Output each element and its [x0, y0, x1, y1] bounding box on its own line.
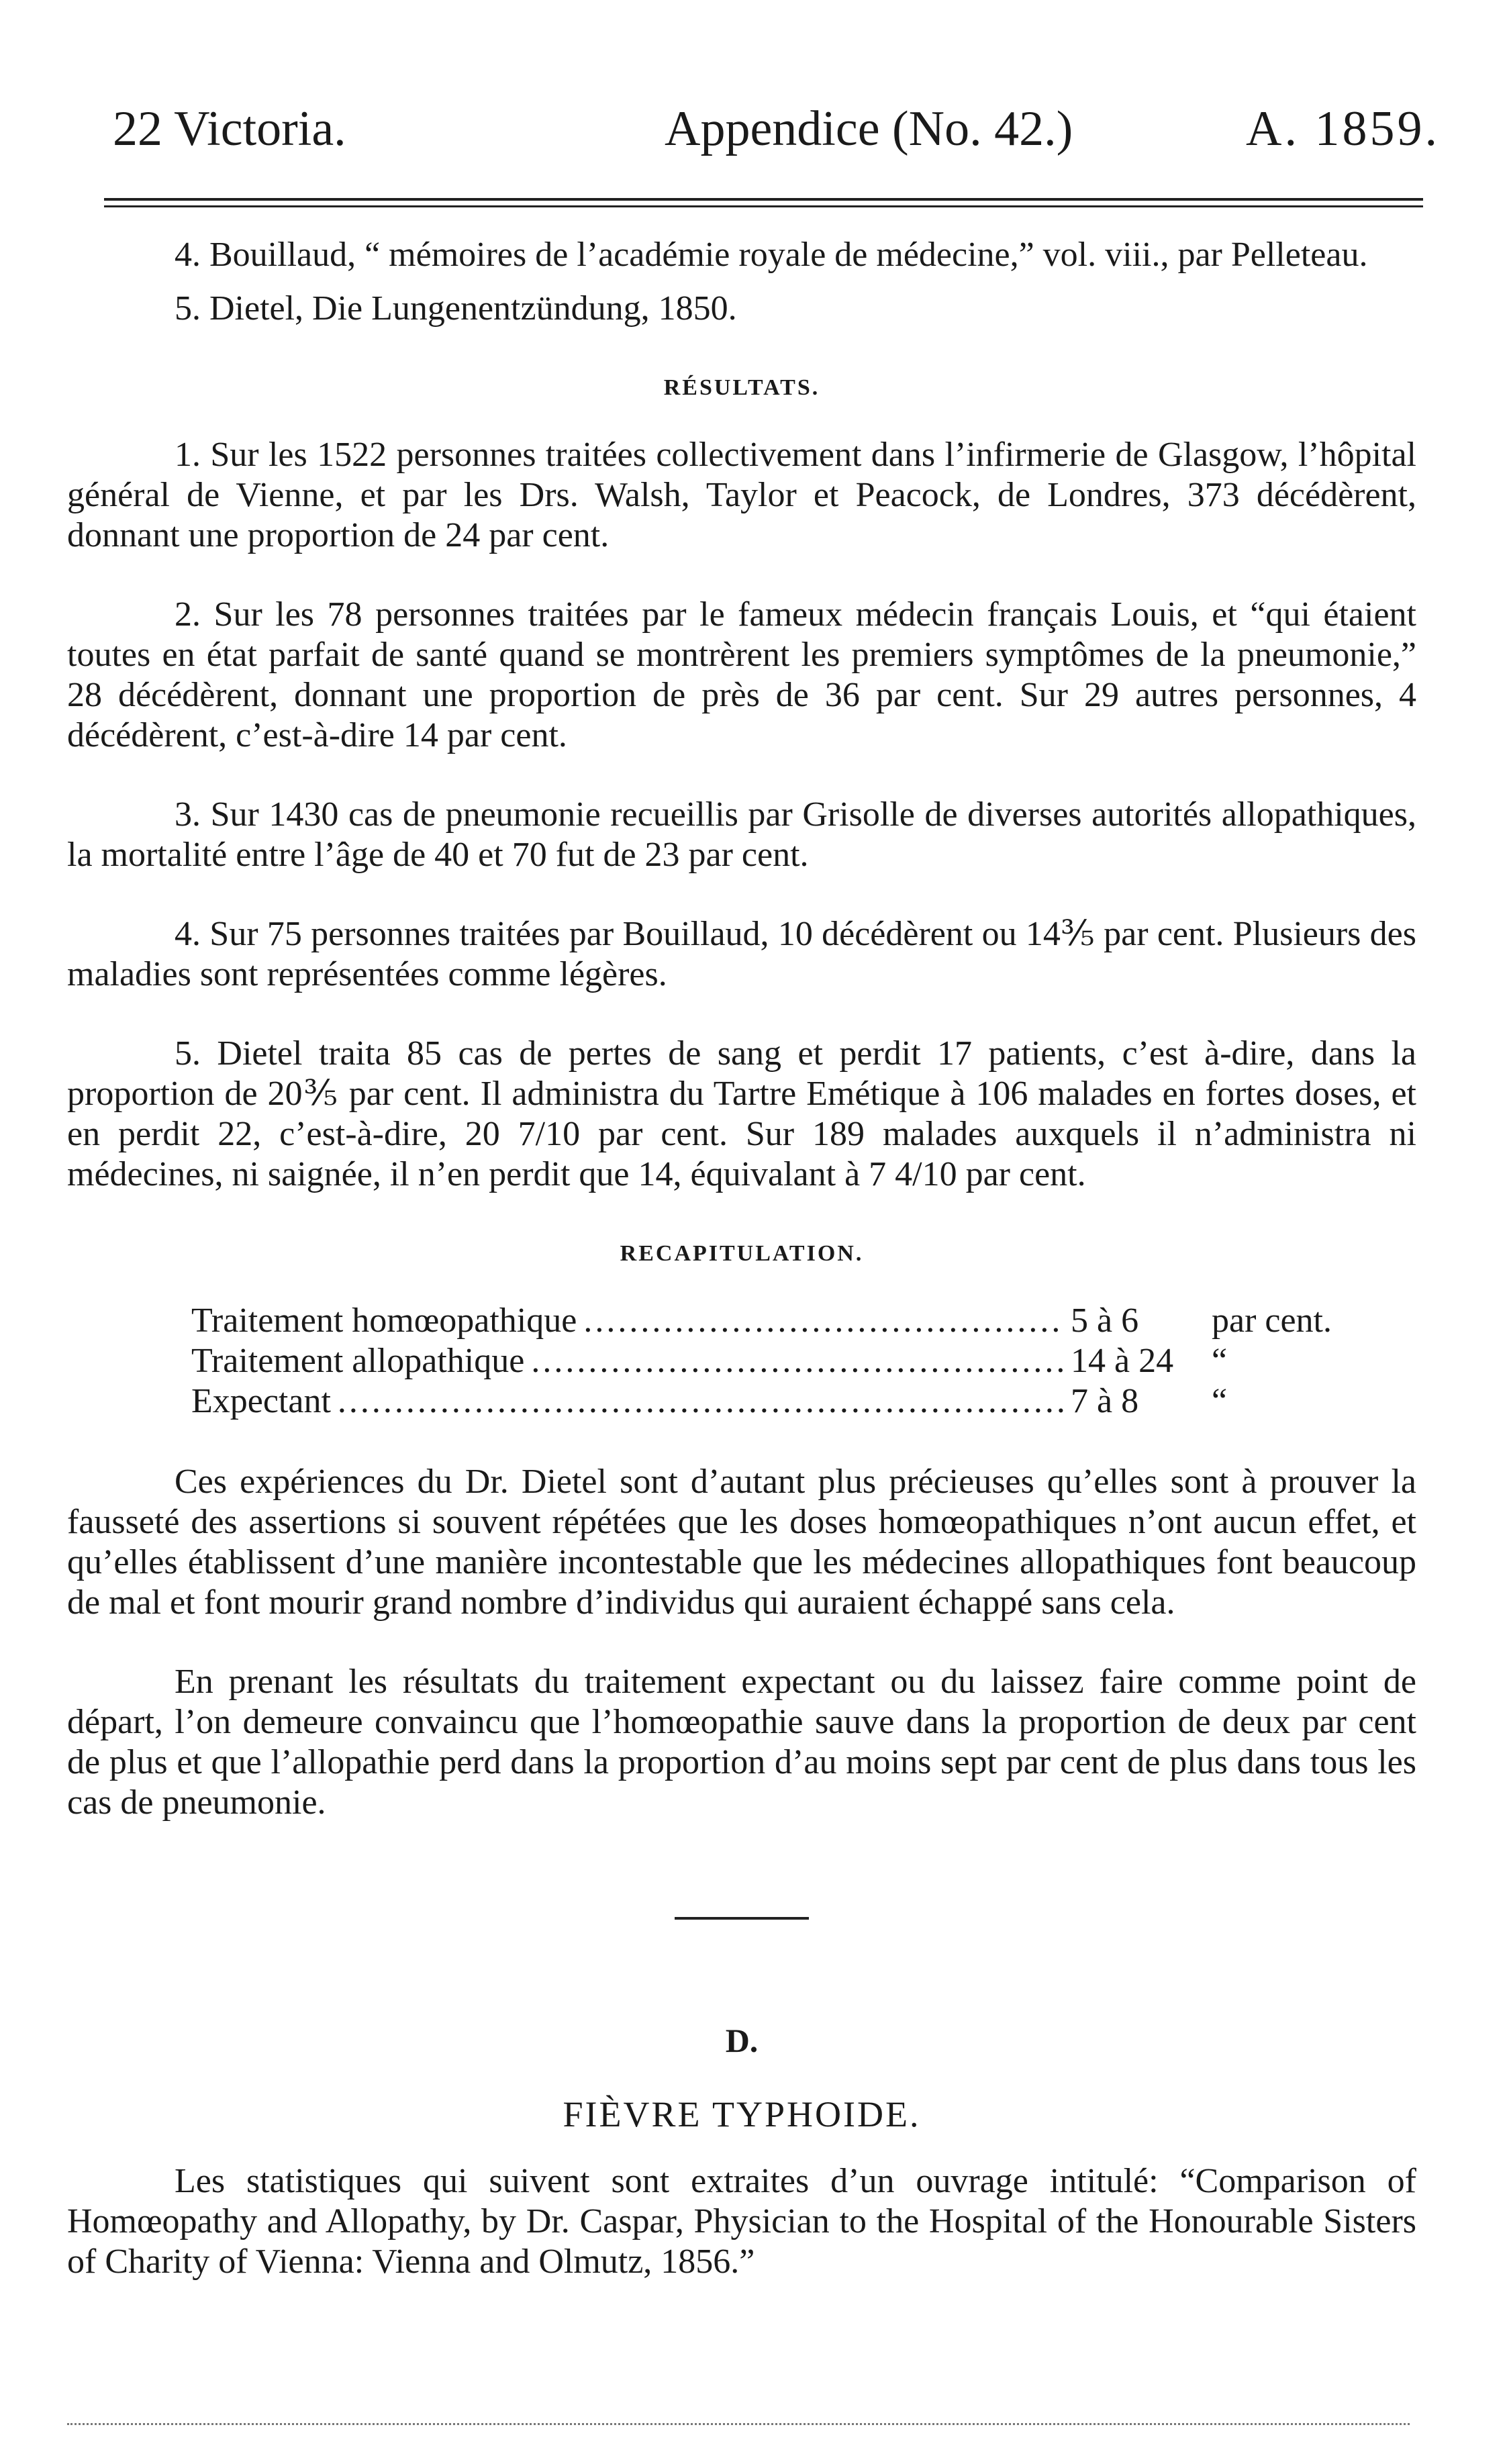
header-rule-thin — [104, 205, 1423, 207]
recap-unit: “ — [1212, 1342, 1228, 1380]
dot-leader — [583, 1301, 1064, 1341]
recap-row — [191, 1381, 1353, 1422]
recap-unit: par cent. — [1212, 1301, 1332, 1340]
section-letter: D. — [725, 2022, 759, 2059]
conclusion-paragraph: Ces expériences du Dr. Dietel sont d’autant plus précieuses qu’elles sont à prouver la fausseté des assertions si souvent répétées que les doses homœopathiques n’ont aucun effet, et qu’elles établissent d’une manière incontestable que les médecines allopathiques font beaucoup de mal et font mourir grand nombre d’individus qui auraient échappé sans cela. — [67, 1463, 1416, 1622]
recap-row — [191, 1341, 1353, 1381]
recap-unit: “ — [1212, 1382, 1228, 1420]
recap-range: 7 à 8 — [1071, 1382, 1139, 1420]
results-heading: RÉSULTATS. — [663, 375, 820, 400]
result-paragraph: 1. Sur les 1522 personnes traitées collectivement dans l’infirmerie de Glasgow, l’hôpital général de Vienne, et par les Drs. Walsh, Taylor et Peacock, de Londres, 373 décédèrent, donnant une proportion de 24 par cent. — [67, 436, 1416, 554]
page-header — [94, 101, 1440, 181]
reference-item: 4. Bouillaud, “ mémoires de l’académie royale de médecine,” vol. viii., par Pelleteau. — [175, 236, 1368, 274]
header-rule — [104, 198, 1423, 201]
recap-label: Expectant — [191, 1382, 331, 1420]
recap-table — [191, 1301, 1353, 1422]
result-paragraph: 2. Sur les 78 personnes traitées par le fameux médecin français Louis, et “qui étaient toutes en état parfait de santé quand se montrèrent les premiers symptômes de la pneumonie,” 28 décédèrent, donnant une proportion de près de 36 par cent. Sur 29 autres personnes, 4 décédèrent, c’est-à-dire 14 par cent. — [67, 595, 1416, 754]
section-intro: Les statistiques qui suivent sont extraites d’un ouvrage intitulé: “Comparison of Homœopathy and Allopathy, by Dr. Caspar, Physician to the Hospital of the Honourable Sisters of Charity of Vienna: Vienna and Olmutz, 1856.” — [67, 2162, 1416, 2281]
main-text — [67, 235, 1416, 2282]
result-paragraph: 5. Dietel traita 85 cas de pertes de sang et perdit 17 patients, c’est à-dire, dans la proportion de 20⅗ par cent. Il administra du Tartre Emétique à 106 malades en fortes doses, et en perdit 22, c’est-à-dire, 20 7/10 par cent. Sur 189 malades auxquels il n’administra ni médecines, ni saignée, il n’en perdit que 14, équivalant à 7 4/10 par cent. — [67, 1034, 1416, 1193]
section-divider — [675, 1917, 809, 1920]
reference-item: 5. Dietel, Die Lungenentzündung, 1850. — [175, 289, 737, 328]
conclusion-paragraph: En prenant les résultats du traitement expectant ou du laissez faire comme point de départ, l’on demeure convaincu que l’homœopathie sauve dans la proportion de deux par cent de plus et que l’allopathie perd dans la proportion d’au moins sept par cent de plus dans tous les cas de pneumonie. — [67, 1663, 1416, 1822]
header-right: A. 1859. — [1246, 101, 1440, 156]
recap-label: Traitement homœopathique — [191, 1301, 577, 1340]
recap-row — [191, 1301, 1353, 1341]
header-left: 22 Victoria. — [113, 101, 346, 156]
result-paragraph: 3. Sur 1430 cas de pneumonie recueillis par Grisolle de diverses autorités allopathiques, la mortalité entre l’âge de 40 et 70 fut de 23 par cent. — [67, 795, 1416, 874]
recap-range: 14 à 24 — [1071, 1342, 1174, 1380]
header-center: Appendice (No. 42.) — [665, 101, 1073, 156]
recap-range: 5 à 6 — [1071, 1301, 1139, 1340]
recap-heading: RECAPITULATION. — [620, 1241, 864, 1266]
recap-label: Traitement allopathique — [191, 1342, 525, 1380]
dot-leader — [338, 1381, 1064, 1422]
dot-leader — [531, 1341, 1064, 1381]
bottom-edge-noise — [67, 2423, 1410, 2429]
result-paragraph: 4. Sur 75 personnes traitées par Bouillaud, 10 décédèrent ou 14⅗ par cent. Plusieurs des maladies sont représentées comme légères. — [67, 915, 1416, 993]
section-title: FIÈVRE TYPHOIDE. — [563, 2094, 921, 2134]
